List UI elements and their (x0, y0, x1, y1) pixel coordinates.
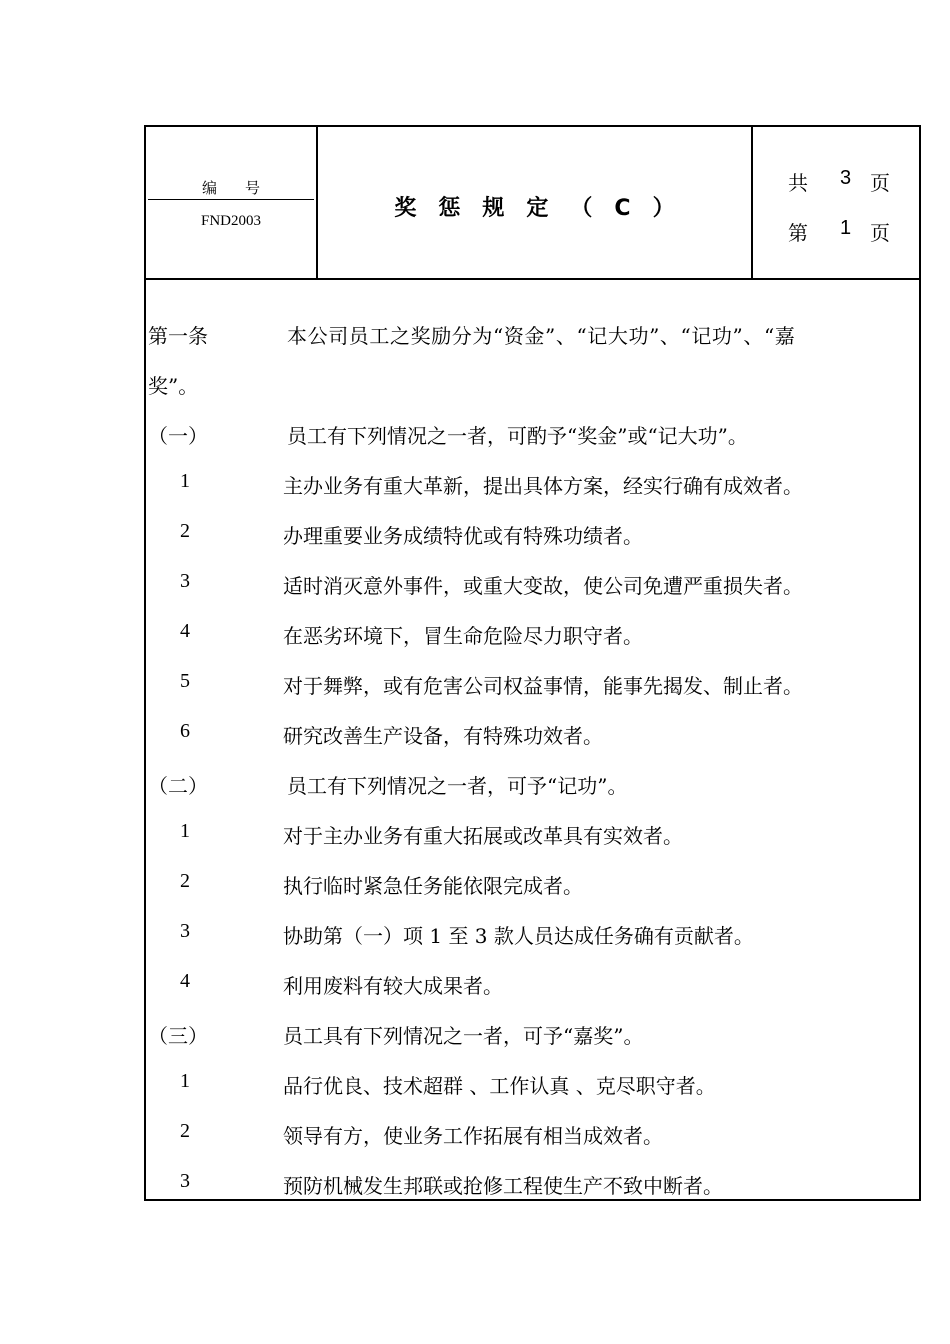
item-text: 对于舞弊，或有危害公司权益事情，能事先揭发、制止者。 (283, 674, 803, 698)
document-frame (144, 125, 921, 1201)
list-item (146, 570, 919, 600)
list-item (146, 470, 919, 500)
item-number: 2 (180, 1120, 190, 1142)
item-text: 利用废料有较大成果者。 (283, 974, 503, 998)
list-item (146, 1170, 919, 1200)
article-text: 本公司员工之奖励分为“资金”、“记大功”、“记功”、“嘉 (287, 324, 796, 348)
list-item (146, 820, 919, 850)
page-info-cell (753, 127, 919, 278)
item-text: 对于主办业务有重大拓展或改革具有实效者。 (283, 824, 683, 848)
list-item (146, 620, 919, 650)
current-page-row (788, 217, 890, 246)
total-pages-row (788, 167, 890, 196)
item-number: 1 (180, 1070, 190, 1092)
list-item (146, 920, 919, 950)
list-item (146, 870, 919, 900)
list-item (146, 1120, 919, 1150)
item-number: 2 (180, 870, 190, 892)
section-heading (146, 1020, 919, 1050)
article-label: 第一条 (148, 324, 208, 348)
list-item (146, 670, 919, 700)
section-heading (146, 770, 919, 800)
section-text: 员工具有下列情况之一者，可予“嘉奖”。 (283, 1024, 644, 1048)
section-heading (146, 420, 919, 450)
item-number: 1 (180, 470, 190, 492)
title-cell (318, 127, 753, 278)
item-number: 5 (180, 670, 190, 692)
item-number: 3 (180, 920, 190, 942)
list-item (146, 520, 919, 550)
list-item (146, 720, 919, 750)
article-line-continued (146, 370, 919, 400)
code-cell (146, 127, 318, 278)
total-unit: 页 (870, 171, 890, 195)
item-text: 研究改善生产设备，有特殊功效者。 (283, 724, 603, 748)
code-label: 编号 (201, 179, 288, 197)
item-number: 4 (180, 620, 190, 642)
item-number: 1 (180, 820, 190, 842)
item-number: 4 (180, 970, 190, 992)
total-pages: 3 (840, 167, 852, 189)
item-text: 品行优良、技术超群 、工作认真 、克尽职守者。 (283, 1074, 716, 1098)
section-text: 员工有下列情况之一者，可酌予“奖金”或“记大功”。 (287, 424, 748, 448)
item-text: 执行临时紧急任务能依限完成者。 (283, 874, 583, 898)
total-label: 共 (788, 171, 808, 195)
document-title: 奖惩规定（C） (394, 196, 697, 221)
item-number: 3 (180, 570, 190, 592)
section-label: （二） (148, 774, 208, 798)
article-line (146, 320, 919, 350)
current-label: 第 (788, 221, 808, 245)
section-label: （三） (148, 1024, 208, 1048)
item-number: 3 (180, 1170, 190, 1192)
item-text: 办理重要业务成绩特优或有特殊功绩者。 (283, 524, 643, 548)
document-header (146, 127, 919, 280)
list-item (146, 970, 919, 1000)
code-value: FND2003 (200, 213, 261, 229)
article-text-continued: 奖”。 (148, 374, 199, 398)
code-divider (148, 199, 314, 200)
current-unit: 页 (870, 221, 890, 245)
current-page: 1 (840, 217, 852, 239)
item-number: 2 (180, 520, 190, 542)
item-text: 适时消灭意外事件，或重大变故，使公司免遭严重损失者。 (283, 574, 803, 598)
item-text: 主办业务有重大革新，提出具体方案，经实行确有成效者。 (283, 474, 803, 498)
section-text: 员工有下列情况之一者，可予“记功”。 (287, 774, 628, 798)
item-text: 协助第（一）项 1 至 3 款人员达成任务确有贡献者。 (283, 924, 754, 948)
item-number: 6 (180, 720, 190, 742)
section-label: （一） (148, 424, 208, 448)
item-text: 在恶劣环境下，冒生命危险尽力职守者。 (283, 624, 643, 648)
list-item (146, 1070, 919, 1100)
item-text: 领导有方，使业务工作拓展有相当成效者。 (283, 1124, 663, 1148)
item-text: 预防机械发生邦联或抢修工程使生产不致中断者。 (283, 1174, 723, 1198)
